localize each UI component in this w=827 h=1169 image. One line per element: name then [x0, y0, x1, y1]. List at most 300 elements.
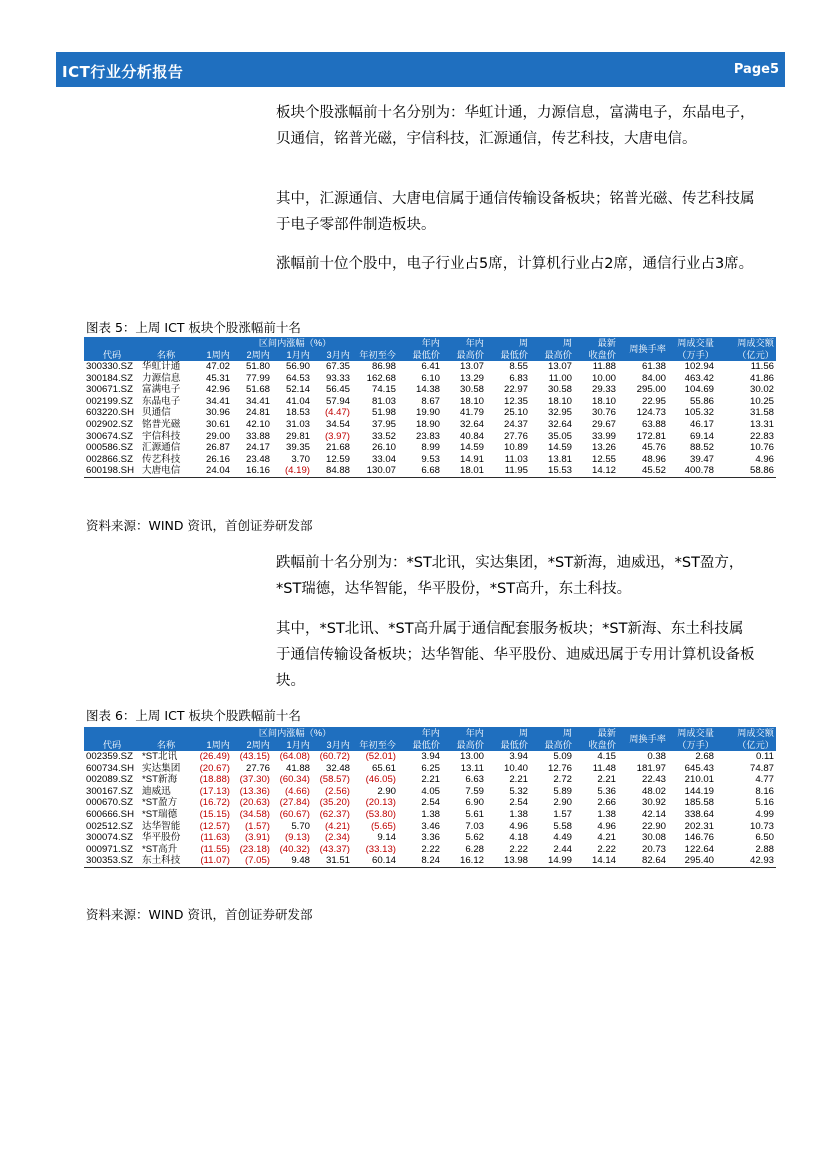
table-cell: 5.32 — [509, 785, 528, 797]
table-cell: 2.66 — [597, 797, 616, 809]
col-1w: 1周内 — [192, 739, 232, 751]
table-cell: (46.05) — [365, 774, 396, 786]
col-ytd-high: 最高价 — [442, 349, 486, 361]
table-cell: 295.00 — [636, 384, 666, 396]
table-cell: 6.50 — [755, 832, 774, 844]
table-cell: 33.99 — [591, 430, 616, 442]
table-cell: 56.90 — [285, 361, 310, 372]
table-cell: (17.13) — [199, 785, 230, 797]
table-cell: 33.88 — [245, 430, 270, 442]
table-row — [84, 786, 776, 798]
table-cell: 162.68 — [366, 372, 396, 384]
losers-table — [84, 727, 776, 868]
table-cell: 14.14 — [574, 855, 618, 867]
table-cell: 14.12 — [574, 465, 618, 477]
table-cell: 31.51 — [312, 855, 352, 867]
col-volume-unit: （万手） — [668, 349, 716, 361]
table-cell: 4.21 — [597, 832, 616, 844]
table-cell: 13.81 — [547, 453, 572, 465]
table-cell: 74.87 — [749, 762, 774, 774]
stock-name: *ST高升 — [142, 843, 178, 855]
table-cell: 23.48 — [245, 453, 270, 465]
table-cell: 42.14 — [641, 808, 666, 820]
table-row — [84, 465, 776, 477]
table-cell: 130.07 — [352, 465, 398, 477]
table-cell: 13.98 — [486, 855, 530, 867]
table-cell: 8.67 — [421, 395, 440, 407]
table-cell: 5.36 — [597, 785, 616, 797]
stock-name: 实达集团 — [142, 762, 181, 774]
table-cell: 11.03 — [504, 453, 528, 465]
col-week-low: 最低价 — [486, 739, 530, 751]
table-cell: 30.92 — [641, 797, 666, 809]
table-cell: (12.57) — [199, 820, 230, 832]
col-name: 名称 — [140, 349, 192, 361]
table-cell: 29.81 — [285, 430, 310, 442]
table-cell: (60.34) — [279, 774, 310, 786]
table-cell: 6.41 — [421, 361, 440, 372]
table-cell: 4.96 — [597, 820, 616, 832]
table-cell: 12.59 — [325, 453, 350, 465]
stock-code: 002866.SZ — [86, 453, 133, 465]
col-code: 代码 — [84, 739, 140, 751]
col-amount-top: 周成交额 — [716, 337, 776, 349]
stock-name: 华平股份 — [142, 832, 181, 844]
col-1m: 1月内 — [272, 739, 312, 751]
table-cell: 0.38 — [647, 751, 666, 762]
table-cell: 22.95 — [641, 395, 666, 407]
table-cell: 20.73 — [641, 843, 666, 855]
table-cell: 295.40 — [668, 855, 716, 867]
table-cell: 67.35 — [325, 361, 350, 372]
stock-name: 达华智能 — [142, 820, 181, 832]
table-cell: 24.37 — [503, 418, 528, 430]
stock-code: 002512.SZ — [86, 820, 133, 832]
table-cell: 3.94 — [421, 751, 440, 762]
table-cell: (34.58) — [239, 808, 270, 820]
table-cell: (27.84) — [279, 797, 310, 809]
table-cell: 5.09 — [553, 751, 572, 762]
table-cell: (7.05) — [232, 855, 272, 867]
table-cell: 4.18 — [509, 832, 528, 844]
table-cell: 48.02 — [641, 785, 666, 797]
table-cell: 13.07 — [459, 361, 484, 372]
table-cell: 104.69 — [684, 384, 714, 396]
table-cell: 41.79 — [459, 407, 484, 419]
table-row — [84, 373, 776, 385]
table-cell: 69.14 — [689, 430, 714, 442]
paragraph-gainers-sectors: 其中，汇源通信、大唐电信属于通信传输设备板块；铭普光磁、传艺科技属于电子零部件制造板块。 — [276, 191, 755, 233]
table-cell: (11.07) — [192, 855, 232, 867]
table-row — [84, 763, 776, 775]
table-cell: 12.35 — [503, 395, 528, 407]
table-cell: (20.67) — [199, 762, 230, 774]
table-cell: 3.46 — [421, 820, 440, 832]
table-cell: 13.31 — [749, 418, 774, 430]
table-cell: 18.90 — [415, 418, 440, 430]
table-cell: 172.81 — [636, 430, 666, 442]
table2-title: 图表 6：上周 ICT 板块个股跌幅前十名 — [86, 708, 301, 723]
table-cell: 2.21 — [597, 774, 616, 786]
table-cell: 4.96 — [509, 820, 528, 832]
table-cell: 82.64 — [618, 855, 668, 867]
table-cell: (1.57) — [244, 820, 270, 832]
table-cell: 93.33 — [325, 372, 350, 384]
table-row — [84, 396, 776, 408]
table-cell: (2.34) — [324, 832, 350, 844]
table-cell: 12.55 — [591, 453, 616, 465]
table-cell: 51.68 — [245, 384, 270, 396]
table-cell: 33.52 — [371, 430, 396, 442]
col-week-high: 最高价 — [530, 349, 574, 361]
table-cell: 9.14 — [377, 832, 396, 844]
table-cell: 3.36 — [421, 832, 440, 844]
table-cell: 45.31 — [205, 372, 230, 384]
table-cell: 10.25 — [749, 395, 774, 407]
table-cell: 13.00 — [459, 751, 484, 762]
table-cell: (35.20) — [319, 797, 350, 809]
col-ytd-low-top: 年内 — [398, 337, 442, 349]
table-cell: 14.38 — [415, 384, 440, 396]
col-ytd-high-top: 年内 — [442, 727, 486, 739]
col-3m: 3月内 — [312, 349, 352, 361]
table-cell: 77.99 — [245, 372, 270, 384]
table-cell: 22.97 — [503, 384, 528, 396]
table-cell: 32.64 — [459, 418, 484, 430]
table-cell: 45.52 — [618, 465, 668, 477]
stock-name: 传艺科技 — [142, 453, 181, 465]
table-cell: 2.90 — [377, 785, 396, 797]
stock-code: 000586.SZ — [86, 442, 133, 454]
col-ytd-high-top: 年内 — [442, 337, 486, 349]
col-3m: 3月内 — [312, 739, 352, 751]
col-group-range-gain: 区间内涨幅（%） — [192, 727, 398, 739]
table-cell: 102.94 — [684, 361, 714, 372]
table-cell: 11.48 — [592, 762, 616, 774]
table-cell: 24.81 — [245, 407, 270, 419]
table-cell: 24.17 — [245, 442, 270, 454]
table-cell: 400.78 — [668, 465, 716, 477]
table-cell: 144.19 — [684, 785, 714, 797]
table-cell: 34.41 — [205, 395, 230, 407]
table-cell: 41.88 — [285, 762, 310, 774]
stock-code: 000670.SZ — [86, 797, 133, 809]
table-cell: 6.10 — [421, 372, 440, 384]
table-cell: 11.95 — [486, 465, 530, 477]
table-cell: 14.91 — [459, 453, 484, 465]
table-cell: 3.70 — [291, 453, 310, 465]
table-cell: 42.93 — [716, 855, 776, 867]
table-cell: 4.77 — [755, 774, 774, 786]
table-cell: (37.30) — [239, 774, 270, 786]
table-cell: 33.04 — [371, 453, 396, 465]
table-cell: (9.13) — [284, 832, 310, 844]
table-cell: 5.16 — [755, 797, 774, 809]
table-cell: 34.41 — [245, 395, 270, 407]
table-cell: 32.95 — [547, 407, 572, 419]
table-cell: 84.88 — [312, 465, 352, 477]
table-cell: 4.05 — [421, 785, 440, 797]
table-row — [84, 407, 776, 419]
table-cell: (64.08) — [279, 751, 310, 762]
table-cell: 24.04 — [192, 465, 232, 477]
table-row — [84, 442, 776, 454]
table-cell: 18.10 — [459, 395, 484, 407]
table-cell: (60.72) — [319, 751, 350, 762]
stock-code: 600198.SH — [84, 465, 140, 477]
col-2w: 2周内 — [232, 349, 272, 361]
table-cell: 645.43 — [684, 762, 714, 774]
table-cell: 202.31 — [684, 820, 714, 832]
stock-name: *ST北讯 — [142, 751, 178, 762]
stock-code: 002089.SZ — [86, 774, 133, 786]
table-cell: 7.03 — [465, 820, 484, 832]
table-cell: 86.98 — [371, 361, 396, 372]
table-cell: 30.58 — [547, 384, 572, 396]
stock-code: 002199.SZ — [86, 395, 133, 407]
table-row — [84, 419, 776, 431]
col-week-low: 最低价 — [486, 349, 530, 361]
table-cell: 42.96 — [205, 384, 230, 396]
table-cell: 58.86 — [716, 465, 776, 477]
stock-name: 东土科技 — [140, 855, 192, 867]
table-cell: 10.76 — [749, 442, 774, 454]
table-cell: 5.89 — [553, 785, 572, 797]
table-cell: 181.97 — [636, 762, 666, 774]
gainers-table-body — [84, 361, 776, 477]
table-cell: (18.88) — [199, 774, 230, 786]
stock-name: 大唐电信 — [140, 465, 192, 477]
table-cell: 32.48 — [325, 762, 350, 774]
table-cell: 16.12 — [442, 855, 486, 867]
table-cell: 2.88 — [755, 843, 774, 855]
table-cell: 26.10 — [371, 442, 396, 454]
table-row — [84, 797, 776, 809]
losers-table-body — [84, 751, 776, 867]
table-cell: 30.08 — [641, 832, 666, 844]
table-cell: 40.84 — [459, 430, 484, 442]
table-cell: 51.98 — [371, 407, 396, 419]
table-cell: (11.63) — [200, 832, 230, 844]
table-header-row — [84, 727, 776, 739]
table-cell: 30.61 — [205, 418, 230, 430]
stock-code: 002359.SZ — [86, 751, 133, 762]
table-cell: (23.18) — [239, 843, 270, 855]
table-cell: 8.55 — [509, 361, 528, 372]
table-cell: (20.63) — [239, 797, 270, 809]
table-cell: 52.14 — [285, 384, 310, 396]
table-cell: 10.73 — [749, 820, 774, 832]
table-row — [84, 855, 776, 867]
table-cell: (26.49) — [199, 751, 230, 762]
paragraph-losers-list: 跌幅前十名分别为：*ST北讯，实达集团，*ST新海，迪威迅，*ST盈方，*ST瑞德，达华智能，华平股份，*ST高升，东土科技。 — [276, 555, 744, 597]
table-cell: (2.56) — [324, 785, 350, 797]
table-cell: (60.67) — [279, 808, 310, 820]
table-cell: (40.32) — [279, 843, 310, 855]
table-cell: (3.97) — [324, 430, 350, 442]
table-cell: (62.37) — [319, 808, 350, 820]
table-cell: 2.72 — [553, 774, 572, 786]
table-cell: (58.57) — [319, 774, 350, 786]
stock-code: 603220.SH — [86, 407, 135, 419]
table-cell: 21.68 — [325, 442, 350, 454]
table-cell: 63.88 — [641, 418, 666, 430]
stock-code: 000971.SZ — [86, 843, 133, 855]
col-week-high: 最高价 — [530, 739, 574, 751]
table-cell: 64.53 — [285, 372, 310, 384]
table-cell: (4.21) — [324, 820, 350, 832]
stock-name: *ST新海 — [142, 774, 178, 786]
col-ytd-low: 最低价 — [398, 349, 442, 361]
col-code: 代码 — [84, 349, 140, 361]
col-amount-unit: （亿元） — [716, 349, 776, 361]
table-cell: (33.13) — [365, 843, 396, 855]
stock-code: 002902.SZ — [86, 418, 133, 430]
table-cell: 61.38 — [641, 361, 666, 372]
col-group-range-gain: 区间内涨幅（%） — [192, 337, 398, 349]
table-cell: 1.38 — [421, 808, 440, 820]
table1-source: 资料来源：WIND 资讯，首创证券研发部 — [86, 518, 313, 533]
table-cell: 56.45 — [325, 384, 350, 396]
table-cell: 84.00 — [641, 372, 666, 384]
table-cell: 34.54 — [325, 418, 350, 430]
stock-name: 迪威迅 — [142, 785, 171, 797]
table-cell: 105.32 — [684, 407, 714, 419]
table-cell: 7.59 — [465, 785, 484, 797]
col-2w: 2周内 — [232, 739, 272, 751]
table-row — [84, 384, 776, 396]
table-cell: (16.72) — [199, 797, 230, 809]
table-cell: 13.29 — [459, 372, 484, 384]
table-cell: 146.76 — [684, 832, 714, 844]
table-cell: 11.56 — [750, 361, 774, 372]
col-latest-top: 最新 — [574, 727, 618, 739]
table-row — [84, 361, 776, 373]
col-latest-top: 最新 — [574, 337, 618, 349]
table-cell: 2.21 — [421, 774, 440, 786]
table-cell: 210.01 — [684, 774, 714, 786]
page-number: Page5 — [733, 62, 779, 77]
table-cell: 42.10 — [245, 418, 270, 430]
table-cell: 2.54 — [421, 797, 440, 809]
table-cell: 13.11 — [460, 762, 484, 774]
table-header-row — [84, 337, 776, 349]
table-cell: (43.37) — [319, 843, 350, 855]
table-row — [84, 774, 776, 786]
table-cell: 124.73 — [636, 407, 666, 419]
stock-code: 600734.SH — [86, 762, 135, 774]
table-cell: 25.10 — [503, 407, 528, 419]
stock-name: *ST盈方 — [142, 797, 178, 809]
table-cell: 30.76 — [591, 407, 616, 419]
table-cell: 9.53 — [421, 453, 440, 465]
table-cell: 30.58 — [459, 384, 484, 396]
stock-name: 汇源通信 — [142, 442, 181, 454]
table-cell: 51.80 — [245, 361, 270, 372]
report-header-bar — [56, 52, 785, 87]
table-cell: 29.00 — [205, 430, 230, 442]
table-cell: 8.16 — [755, 785, 774, 797]
stock-name: 宇信科技 — [142, 430, 181, 442]
table-cell: 37.95 — [371, 418, 396, 430]
table-cell: 0.11 — [756, 751, 774, 762]
table-cell: 39.35 — [285, 442, 310, 454]
table-cell: 122.64 — [684, 843, 714, 855]
col-1w: 1周内 — [192, 349, 232, 361]
paragraph-gainers-list: 板块个股涨幅前十名分别为：华虹计通，力源信息，富满电子，东晶电子，贝通信，铭普光磁，宇信科技，汇源通信，传艺科技，大唐电信。 — [276, 105, 755, 147]
table-cell: 30.96 — [205, 407, 230, 419]
table-cell: 26.87 — [205, 442, 230, 454]
table-row — [84, 431, 776, 443]
table-cell: 27.76 — [245, 762, 270, 774]
table-cell: (4.47) — [324, 407, 350, 419]
col-volume-top: 周成交量 — [668, 727, 716, 739]
col-1m: 1月内 — [272, 349, 312, 361]
table-cell: 81.03 — [371, 395, 396, 407]
table1-title: 图表 5：上周 ICT 板块个股涨幅前十名 — [86, 320, 301, 335]
table-cell: 6.28 — [465, 843, 484, 855]
col-ytd: 年初至今 — [352, 349, 398, 361]
col-close: 收盘价 — [574, 739, 618, 751]
col-volume-unit: （万手） — [668, 739, 716, 751]
table-cell: 5.61 — [465, 808, 484, 820]
col-week-low-top: 周 — [486, 337, 530, 349]
table-cell: 39.47 — [689, 453, 714, 465]
table-cell: 45.76 — [641, 442, 666, 454]
col-week-high-top: 周 — [530, 727, 574, 739]
table-cell: 16.16 — [232, 465, 272, 477]
table-cell: 6.90 — [465, 797, 484, 809]
table-cell: 4.99 — [755, 808, 774, 820]
table-cell: 19.90 — [415, 407, 440, 419]
stock-name: 东晶电子 — [142, 395, 181, 407]
stock-name: 力源信息 — [142, 372, 181, 384]
table-cell: 8.99 — [421, 442, 440, 454]
col-ytd-low-top: 年内 — [398, 727, 442, 739]
table-row — [84, 809, 776, 821]
table-cell: 47.02 — [205, 361, 230, 372]
table-cell: 46.17 — [689, 418, 714, 430]
stock-code: 600666.SH — [86, 808, 135, 820]
table-cell: (4.19) — [272, 465, 312, 477]
paragraph-losers-sectors: 其中，*ST北讯、*ST高升属于通信配套服务板块；*ST新海、东土科技属于通信传输设备板块；达华智能、华平股份、迪威迅属于专用计算机设备板块。 — [276, 621, 755, 689]
stock-code: 300074.SZ — [86, 832, 133, 844]
table-cell: (52.01) — [365, 751, 396, 762]
table-cell: 41.04 — [285, 395, 310, 407]
table-cell: 14.59 — [459, 442, 484, 454]
table-cell: 6.83 — [509, 372, 528, 384]
table-cell: 32.64 — [547, 418, 572, 430]
stock-code: 300674.SZ — [86, 430, 133, 442]
col-ytd-high: 最高价 — [442, 739, 486, 751]
table-row — [84, 821, 776, 833]
table-cell: 13.07 — [547, 361, 572, 372]
table-cell: 12.76 — [547, 762, 572, 774]
gainers-table — [84, 337, 776, 478]
stock-code: 300167.SZ — [86, 785, 133, 797]
table-cell: 18.10 — [591, 395, 616, 407]
table-cell: 2.68 — [695, 751, 714, 762]
table-cell: (5.65) — [370, 820, 396, 832]
col-close: 收盘价 — [574, 349, 618, 361]
col-volume-top: 周成交量 — [668, 337, 716, 349]
table-cell: 35.05 — [547, 430, 572, 442]
table-cell: (13.36) — [239, 785, 270, 797]
table-header-row — [84, 739, 776, 751]
table-cell: 6.63 — [465, 774, 484, 786]
table-cell: 30.02 — [749, 384, 774, 396]
col-name: 名称 — [140, 739, 192, 751]
